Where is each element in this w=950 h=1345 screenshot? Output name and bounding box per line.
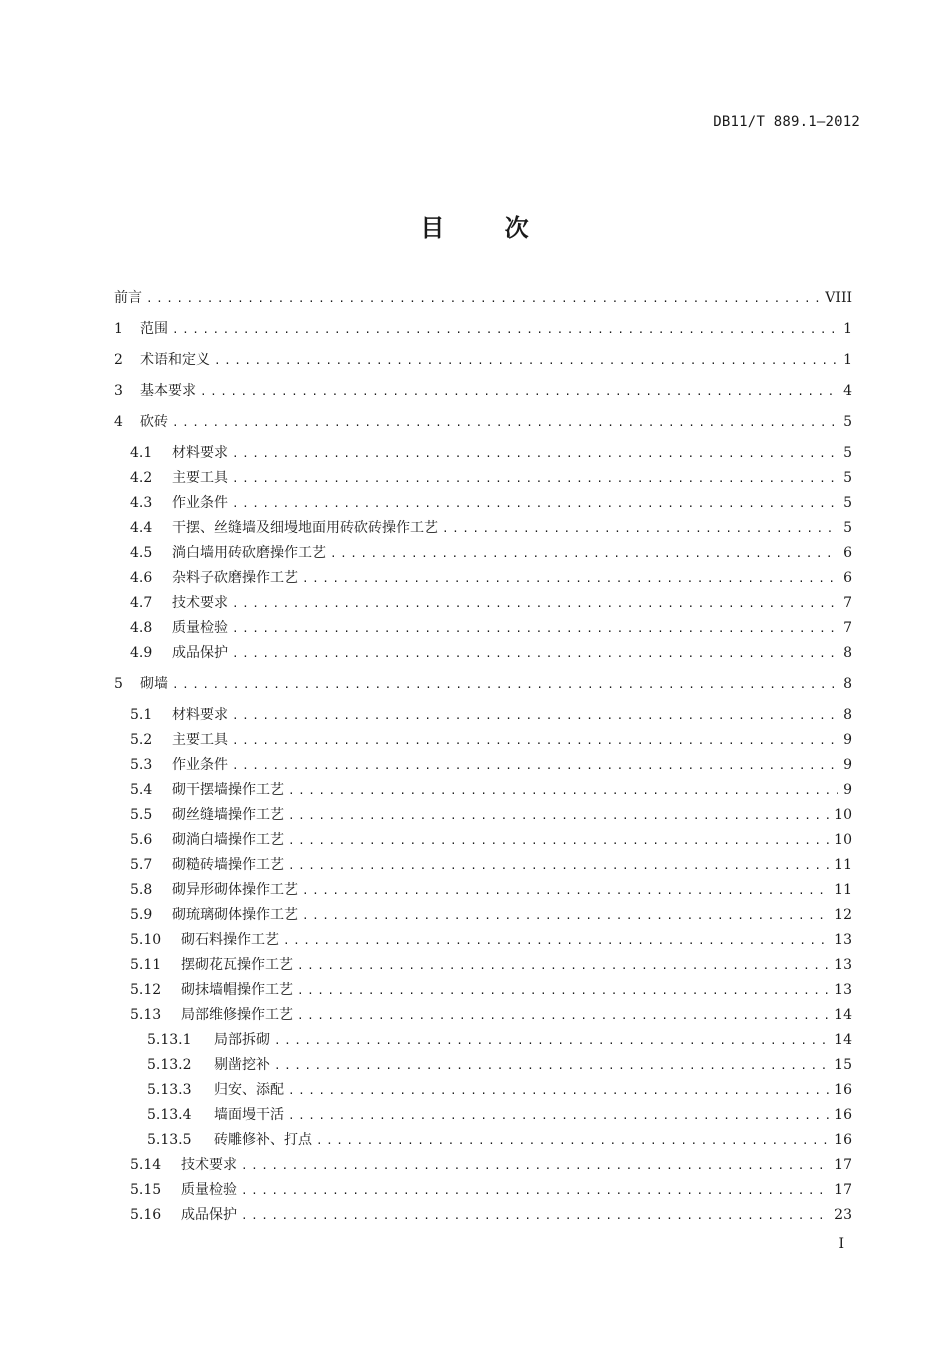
toc-entry[interactable] (0, 442, 852, 464)
toc-dot-leader (241, 1155, 830, 1177)
toc-dot-leader (302, 880, 830, 902)
toc-dot-leader (330, 543, 838, 565)
toc-entry-page: 10 (834, 807, 852, 823)
toc-dot-leader (288, 780, 838, 802)
toc-entry-number: 5.3 (130, 757, 153, 773)
toc-entry[interactable] (0, 349, 852, 371)
toc-dot-leader (241, 1205, 830, 1227)
toc-entry-label: 砌石料操作工艺 (181, 932, 279, 948)
toc-entry-label: 砌琉璃砌体操作工艺 (172, 907, 298, 923)
toc-entry-number: 5.6 (130, 832, 153, 848)
toc-entry[interactable] (0, 411, 852, 433)
toc-entry-label: 主要工具 (172, 470, 228, 486)
toc-entry-number: 4.8 (130, 620, 153, 636)
toc-entry-label: 局部拆砌 (214, 1032, 270, 1048)
toc-entry[interactable] (0, 1179, 852, 1201)
toc-entry-number: 5.13.4 (147, 1107, 192, 1123)
toc-title: 目 次 (420, 214, 530, 242)
toc-entry[interactable] (0, 954, 852, 976)
toc-entry-label: 局部维修操作工艺 (181, 1007, 293, 1023)
toc-entry[interactable] (0, 517, 852, 539)
toc-entry-page: 5 (843, 445, 852, 461)
toc-entry[interactable] (0, 642, 852, 664)
toc-entry[interactable] (0, 779, 852, 801)
toc-entry[interactable] (0, 673, 852, 695)
toc-entry[interactable] (0, 1079, 852, 1101)
toc-entry[interactable] (0, 1104, 852, 1126)
toc-entry[interactable] (0, 1154, 852, 1176)
toc-dot-leader (274, 1055, 830, 1077)
toc-dot-leader (288, 805, 830, 827)
toc-entry-number: 5.13.3 (147, 1082, 192, 1098)
toc-dot-leader (288, 1105, 830, 1127)
toc-entry-page: 14 (834, 1032, 852, 1048)
toc-entry-page: 9 (843, 757, 852, 773)
toc-entry[interactable] (0, 287, 852, 309)
toc-entry-number: 5.2 (130, 732, 153, 748)
toc-entry[interactable] (0, 467, 852, 489)
toc-entry-number: 5.8 (130, 882, 153, 898)
toc-entry-number: 4.2 (130, 470, 153, 486)
toc-entry[interactable] (0, 879, 852, 901)
toc-entry-label: 质量检验 (181, 1182, 237, 1198)
toc-entry-label: 砌丝缝墙操作工艺 (172, 807, 284, 823)
toc-entry-page: 14 (834, 1007, 852, 1023)
toc-entry-page: 11 (834, 857, 852, 873)
toc-entry[interactable] (0, 1004, 852, 1026)
toc-entry-number: 5.4 (130, 782, 153, 798)
toc-entry-number: 1 (114, 321, 123, 337)
toc-dot-leader (232, 443, 838, 465)
toc-dot-leader (297, 955, 830, 977)
toc-entry[interactable] (0, 318, 852, 340)
page-number: I (838, 1236, 844, 1252)
toc-entry-number: 5.1 (130, 707, 153, 723)
toc-entry-page: 8 (843, 645, 852, 661)
toc-entry-page: 13 (834, 957, 852, 973)
toc-entry-label: 砌异形砌体操作工艺 (172, 882, 298, 898)
toc-dot-leader (232, 618, 838, 640)
toc-entry-number: 4.6 (130, 570, 153, 586)
toc-entry[interactable] (0, 729, 852, 751)
toc-entry-label: 摆砌花瓦操作工艺 (181, 957, 293, 973)
toc-entry-page: VIII (825, 290, 852, 306)
toc-entry-number: 5.13.5 (147, 1132, 192, 1148)
toc-entry[interactable] (0, 979, 852, 1001)
toc-dot-leader (172, 412, 838, 434)
toc-dot-leader (316, 1130, 830, 1152)
toc-entry-label: 前言 (114, 290, 142, 306)
toc-entry-number: 5 (114, 676, 123, 692)
toc-entry-label: 剔凿挖补 (214, 1057, 270, 1073)
toc-entry-label: 作业条件 (172, 495, 228, 511)
toc-entry[interactable] (0, 854, 852, 876)
toc-entry[interactable] (0, 804, 852, 826)
toc-dot-leader (241, 1180, 830, 1202)
toc-entry-number: 5.13 (130, 1007, 162, 1023)
toc-entry[interactable] (0, 1029, 852, 1051)
toc-entry[interactable] (0, 904, 852, 926)
toc-entry-number: 4.5 (130, 545, 153, 561)
toc-entry-page: 5 (843, 470, 852, 486)
toc-entry[interactable] (0, 380, 852, 402)
toc-dot-leader (232, 468, 838, 490)
toc-entry-page: 7 (843, 620, 852, 636)
toc-entry-label: 成品保护 (172, 645, 228, 661)
toc-dot-leader (288, 830, 830, 852)
toc-entry-number: 5.12 (130, 982, 162, 998)
toc-dot-leader (172, 319, 838, 341)
toc-dot-leader (442, 518, 838, 540)
toc-entry-label: 技术要求 (181, 1157, 237, 1173)
toc-entry[interactable] (0, 567, 852, 589)
toc-entry-number: 5.9 (130, 907, 153, 923)
toc-dot-leader (214, 350, 838, 372)
toc-entry-number: 5.10 (130, 932, 162, 948)
toc-entry-number: 5.14 (130, 1157, 162, 1173)
toc-entry-number: 4.1 (130, 445, 153, 461)
toc-entry-label: 基本要求 (140, 383, 196, 399)
toc-entry-label: 砌抹墙帽操作工艺 (181, 982, 293, 998)
toc-dot-leader (232, 643, 838, 665)
toc-entry[interactable] (0, 704, 852, 726)
toc-dot-leader (232, 593, 838, 615)
toc-dot-leader (302, 905, 830, 927)
toc-entry-number: 5.13.2 (147, 1057, 192, 1073)
toc-entry-page: 5 (843, 414, 852, 430)
toc-entry[interactable] (0, 542, 852, 564)
toc-dot-leader (232, 730, 838, 752)
toc-dot-leader (297, 1005, 830, 1027)
toc-entry-label: 成品保护 (181, 1207, 237, 1223)
toc-entry-number: 5.5 (130, 807, 153, 823)
toc-entry[interactable] (0, 492, 852, 514)
toc-entry-number: 3 (114, 383, 123, 399)
toc-entry-page: 12 (834, 907, 852, 923)
toc-entry-label: 材料要求 (172, 445, 228, 461)
toc-dot-leader (302, 568, 838, 590)
toc-entry-label: 砍砖 (140, 414, 168, 430)
toc-entry-label: 砌糙砖墙操作工艺 (172, 857, 284, 873)
toc-dot-leader (200, 381, 838, 403)
toc-entry-label: 范围 (140, 321, 168, 337)
toc-entry-number: 5.7 (130, 857, 153, 873)
toc-entry[interactable] (0, 1204, 852, 1226)
toc-entry-number: 4.3 (130, 495, 153, 511)
toc-entry-label: 墙面墁干活 (214, 1107, 284, 1123)
toc-entry-page: 10 (834, 832, 852, 848)
toc-entry-label: 砌淌白墙操作工艺 (172, 832, 284, 848)
toc-entry[interactable] (0, 929, 852, 951)
toc-entry-number: 5.11 (130, 957, 162, 973)
toc-dot-leader (283, 930, 830, 952)
toc-entry-page: 9 (843, 732, 852, 748)
toc-dot-leader (297, 980, 830, 1002)
toc-dot-leader (274, 1030, 830, 1052)
document-code: DB11/T 889.1—2012 (713, 114, 860, 130)
toc-entry-page: 8 (843, 707, 852, 723)
toc-entry-page: 11 (834, 882, 852, 898)
toc-entry-page: 13 (834, 932, 852, 948)
toc-entry-number: 4.7 (130, 595, 153, 611)
toc-entry-label: 干摆、丝缝墙及细墁地面用砖砍砖操作工艺 (172, 520, 438, 536)
toc-entry-label: 技术要求 (172, 595, 228, 611)
toc-entry-number: 4 (114, 414, 123, 430)
toc-entry-label: 主要工具 (172, 732, 228, 748)
toc-entry-label: 淌白墙用砖砍磨操作工艺 (172, 545, 326, 561)
toc-entry-number: 4.9 (130, 645, 153, 661)
toc-entry-page: 4 (843, 383, 852, 399)
toc-entry-label: 砌干摆墙操作工艺 (172, 782, 284, 798)
toc-entry-page: 16 (834, 1082, 852, 1098)
toc-entry-page: 5 (843, 520, 852, 536)
toc-dot-leader (232, 493, 838, 515)
toc-entry[interactable] (0, 829, 852, 851)
toc-entry-label: 材料要求 (172, 707, 228, 723)
toc-entry-page: 13 (834, 982, 852, 998)
toc-entry-page: 16 (834, 1107, 852, 1123)
toc-dot-leader (288, 855, 830, 877)
toc-dot-leader (172, 674, 838, 696)
toc-entry[interactable] (0, 1129, 852, 1151)
toc-dot-leader (232, 755, 838, 777)
toc-entry-page: 5 (843, 495, 852, 511)
toc-entry-page: 1 (843, 352, 852, 368)
toc-entry-number: 5.16 (130, 1207, 162, 1223)
toc-entry-label: 杂料子砍磨操作工艺 (172, 570, 298, 586)
toc-entry-page: 7 (843, 595, 852, 611)
toc-entry-page: 8 (843, 676, 852, 692)
toc-entry-label: 术语和定义 (140, 352, 210, 368)
toc-entry-label: 砖雕修补、打点 (214, 1132, 312, 1148)
toc-entry-page: 16 (834, 1132, 852, 1148)
toc-entry-page: 17 (834, 1157, 852, 1173)
toc-dot-leader (288, 1080, 830, 1102)
toc-entry[interactable] (0, 592, 852, 614)
toc-entry-number: 5.13.1 (147, 1032, 192, 1048)
toc-entry-label: 归安、添配 (214, 1082, 284, 1098)
toc-entry-number: 4.4 (130, 520, 153, 536)
toc-entry[interactable] (0, 754, 852, 776)
toc-dot-leader (146, 288, 821, 310)
toc-entry-page: 9 (843, 782, 852, 798)
toc-entry-label: 作业条件 (172, 757, 228, 773)
toc-entry-page: 6 (843, 545, 852, 561)
toc-entry-page: 1 (843, 321, 852, 337)
toc-entry-label: 砌墙 (140, 676, 168, 692)
toc-entry-number: 2 (114, 352, 123, 368)
toc-entry-page: 6 (843, 570, 852, 586)
toc-dot-leader (232, 705, 838, 727)
toc-entry-page: 23 (834, 1207, 852, 1223)
toc-entry-label: 质量检验 (172, 620, 228, 636)
toc-entry-page: 17 (834, 1182, 852, 1198)
toc-entry[interactable] (0, 1054, 852, 1076)
toc-entry[interactable] (0, 617, 852, 639)
toc-entry-page: 15 (834, 1057, 852, 1073)
toc-entry-number: 5.15 (130, 1182, 162, 1198)
